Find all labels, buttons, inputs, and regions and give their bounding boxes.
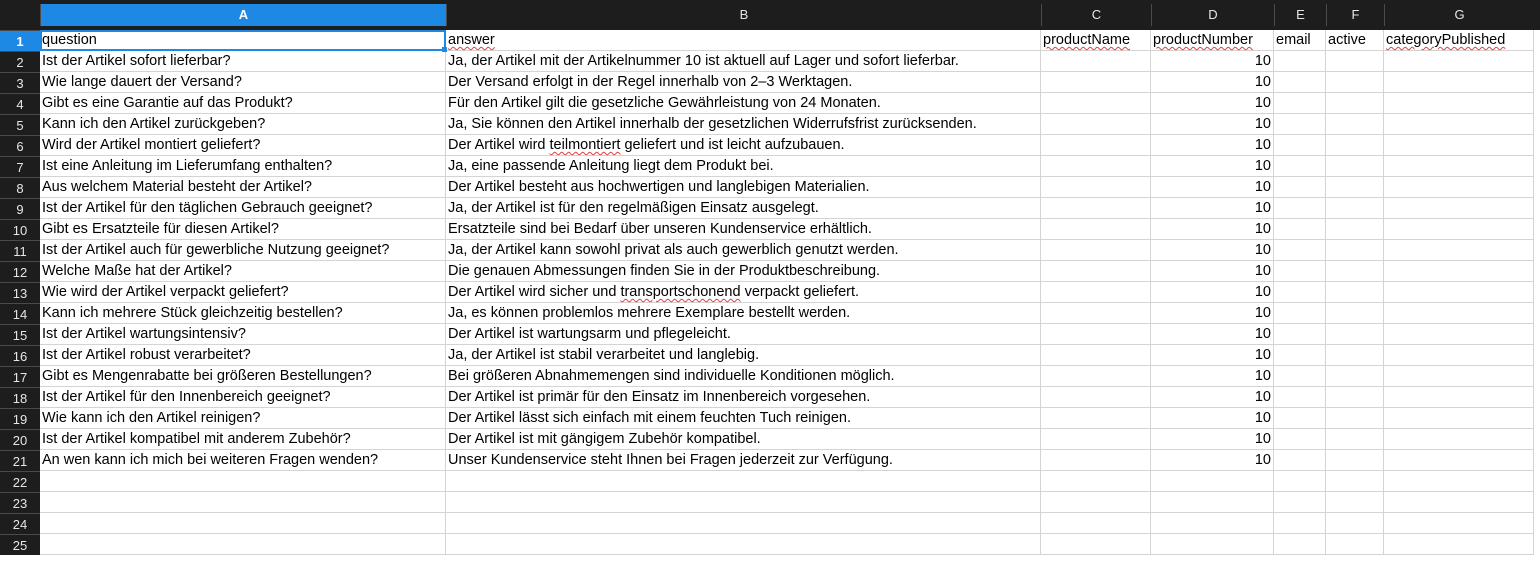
cell-d16[interactable]: 10 [1151, 345, 1274, 366]
cell-e14[interactable] [1274, 303, 1326, 324]
cell-d11[interactable]: 10 [1151, 240, 1274, 261]
cell-e12[interactable] [1274, 261, 1326, 282]
cell-d8[interactable]: 10 [1151, 177, 1274, 198]
cell-c8[interactable] [1041, 177, 1151, 198]
cell-b20[interactable]: Der Artikel ist mit gängigem Zubehör kompatibel. [446, 429, 1041, 450]
row-header-10[interactable]: 10 [0, 219, 40, 240]
cell-f12[interactable] [1326, 261, 1384, 282]
cell-e4[interactable] [1274, 93, 1326, 114]
cell-d15[interactable]: 10 [1151, 324, 1274, 345]
cell-a24[interactable] [40, 513, 446, 534]
cell-a16[interactable]: Ist der Artikel robust verarbeitet? [40, 345, 446, 366]
cell-g18[interactable] [1384, 387, 1534, 408]
cell-b4[interactable]: Für den Artikel gilt die gesetzliche Gewährleistung von 24 Monaten. [446, 93, 1041, 114]
cell-a7[interactable]: Ist eine Anleitung im Lieferumfang enthalten? [40, 156, 446, 177]
row-header-6[interactable]: 6 [0, 135, 40, 156]
cell-b12[interactable]: Die genauen Abmessungen finden Sie in der Produktbeschreibung. [446, 261, 1041, 282]
cell-f6[interactable] [1326, 135, 1384, 156]
cell-a20[interactable]: Ist der Artikel kompatibel mit anderem Zubehör? [40, 429, 446, 450]
row-header-17[interactable]: 17 [0, 366, 40, 387]
select-all-corner[interactable] [0, 0, 40, 30]
cell-c9[interactable] [1041, 198, 1151, 219]
row-header-18[interactable]: 18 [0, 387, 40, 408]
cell-b5[interactable]: Ja, Sie können den Artikel innerhalb der gesetzlichen Widerrufsfrist zurücksenden. [446, 114, 1041, 135]
cell-b3[interactable]: Der Versand erfolgt in der Regel innerhalb von 2–3 Werktagen. [446, 72, 1041, 93]
cell-f11[interactable] [1326, 240, 1384, 261]
row-header-4[interactable]: 4 [0, 93, 40, 114]
cell-d24[interactable] [1151, 513, 1274, 534]
cell-a11[interactable]: Ist der Artikel auch für gewerbliche Nutzung geeignet? [40, 240, 446, 261]
cell-d22[interactable] [1151, 471, 1274, 492]
cell-e15[interactable] [1274, 324, 1326, 345]
cell-b2[interactable]: Ja, der Artikel mit der Artikelnummer 10 ist aktuell auf Lager und sofort lieferbar. [446, 51, 1041, 72]
cell-f7[interactable] [1326, 156, 1384, 177]
cell-b14[interactable]: Ja, es können problemlos mehrere Exemplare bestellt werden. [446, 303, 1041, 324]
cell-g21[interactable] [1384, 450, 1534, 471]
cell-a18[interactable]: Ist der Artikel für den Innenbereich geeignet? [40, 387, 446, 408]
row-header-21[interactable]: 21 [0, 450, 40, 471]
cell-e20[interactable] [1274, 429, 1326, 450]
cell-b23[interactable] [446, 492, 1041, 513]
cell-f18[interactable] [1326, 387, 1384, 408]
cell-g22[interactable] [1384, 471, 1534, 492]
cell-f16[interactable] [1326, 345, 1384, 366]
cell-d3[interactable]: 10 [1151, 72, 1274, 93]
cell-a22[interactable] [40, 471, 446, 492]
cell-a17[interactable]: Gibt es Mengenrabatte bei größeren Bestellungen? [40, 366, 446, 387]
cell-e25[interactable] [1274, 534, 1326, 555]
cell-g6[interactable] [1384, 135, 1534, 156]
row-header-19[interactable]: 19 [0, 408, 40, 429]
row-header-22[interactable]: 22 [0, 471, 40, 492]
cell-d7[interactable]: 10 [1151, 156, 1274, 177]
cell-b21[interactable]: Unser Kundenservice steht Ihnen bei Fragen jederzeit zur Verfügung. [446, 450, 1041, 471]
row-header-7[interactable]: 7 [0, 156, 40, 177]
cell-g23[interactable] [1384, 492, 1534, 513]
row-header-25[interactable]: 25 [0, 534, 40, 555]
cell-g16[interactable] [1384, 345, 1534, 366]
cell-c22[interactable] [1041, 471, 1151, 492]
cell-d1[interactable] [1151, 30, 1274, 51]
cell-g20[interactable] [1384, 429, 1534, 450]
cell-e24[interactable] [1274, 513, 1326, 534]
cell-c11[interactable] [1041, 240, 1151, 261]
cell-b1[interactable] [446, 30, 1041, 51]
cell-c3[interactable] [1041, 72, 1151, 93]
cell-c13[interactable] [1041, 282, 1151, 303]
cell-e2[interactable] [1274, 51, 1326, 72]
cell-d10[interactable]: 10 [1151, 219, 1274, 240]
cell-d21[interactable]: 10 [1151, 450, 1274, 471]
cell-f24[interactable] [1326, 513, 1384, 534]
cell-f20[interactable] [1326, 429, 1384, 450]
cell-a10[interactable]: Gibt es Ersatzteile für diesen Artikel? [40, 219, 446, 240]
cell-a21[interactable]: An wen kann ich mich bei weiteren Fragen wenden? [40, 450, 446, 471]
cell-b8[interactable]: Der Artikel besteht aus hochwertigen und langlebigen Materialien. [446, 177, 1041, 198]
row-header-24[interactable]: 24 [0, 513, 40, 534]
cell-g2[interactable] [1384, 51, 1534, 72]
cell-d18[interactable]: 10 [1151, 387, 1274, 408]
cell-c19[interactable] [1041, 408, 1151, 429]
cell-e8[interactable] [1274, 177, 1326, 198]
cell-e17[interactable] [1274, 366, 1326, 387]
cell-g15[interactable] [1384, 324, 1534, 345]
row-header-2[interactable]: 2 [0, 51, 40, 72]
column-header-a[interactable]: A [40, 4, 446, 26]
cell-e5[interactable] [1274, 114, 1326, 135]
row-header-8[interactable]: 8 [0, 177, 40, 198]
cell-c4[interactable] [1041, 93, 1151, 114]
cell-g19[interactable] [1384, 408, 1534, 429]
row-header-3[interactable]: 3 [0, 72, 40, 93]
cell-g24[interactable] [1384, 513, 1534, 534]
cell-a1[interactable]: question [40, 30, 446, 51]
cell-b17[interactable]: Bei größeren Abnahmemengen sind individuelle Konditionen möglich. [446, 366, 1041, 387]
row-header-14[interactable]: 14 [0, 303, 40, 324]
row-header-13[interactable]: 13 [0, 282, 40, 303]
cell-g3[interactable] [1384, 72, 1534, 93]
cell-f9[interactable] [1326, 198, 1384, 219]
fill-handle[interactable] [442, 47, 447, 52]
cell-e9[interactable] [1274, 198, 1326, 219]
cell-d4[interactable]: 10 [1151, 93, 1274, 114]
cell-d19[interactable]: 10 [1151, 408, 1274, 429]
cell-f15[interactable] [1326, 324, 1384, 345]
cell-c18[interactable] [1041, 387, 1151, 408]
cell-g10[interactable] [1384, 219, 1534, 240]
cell-b15[interactable]: Der Artikel ist wartungsarm und pflegeleicht. [446, 324, 1041, 345]
cell-a13[interactable]: Wie wird der Artikel verpackt geliefert? [40, 282, 446, 303]
cell-d5[interactable]: 10 [1151, 114, 1274, 135]
cell-b16[interactable]: Ja, der Artikel ist stabil verarbeitet und langlebig. [446, 345, 1041, 366]
cell-c23[interactable] [1041, 492, 1151, 513]
cell-d17[interactable]: 10 [1151, 366, 1274, 387]
cell-c21[interactable] [1041, 450, 1151, 471]
cell-c12[interactable] [1041, 261, 1151, 282]
cell-f21[interactable] [1326, 450, 1384, 471]
cell-c14[interactable] [1041, 303, 1151, 324]
row-header-1[interactable]: 1 [0, 30, 40, 51]
cell-c7[interactable] [1041, 156, 1151, 177]
column-header-e[interactable]: E [1274, 4, 1326, 26]
cell-c10[interactable] [1041, 219, 1151, 240]
cell-grid [40, 30, 1540, 561]
column-header-d[interactable]: D [1151, 4, 1274, 26]
cell-f19[interactable] [1326, 408, 1384, 429]
cell-e21[interactable] [1274, 450, 1326, 471]
cell-c1[interactable] [1041, 30, 1151, 51]
cell-a12[interactable]: Welche Maße hat der Artikel? [40, 261, 446, 282]
cell-a6[interactable]: Wird der Artikel montiert geliefert? [40, 135, 446, 156]
cell-e6[interactable] [1274, 135, 1326, 156]
cell-d12[interactable]: 10 [1151, 261, 1274, 282]
cell-e19[interactable] [1274, 408, 1326, 429]
cell-c16[interactable] [1041, 345, 1151, 366]
cell-b24[interactable] [446, 513, 1041, 534]
cell-c1-text: productName [1043, 32, 1131, 48]
column-header-bar [0, 0, 1540, 30]
row-header-23[interactable]: 23 [0, 492, 40, 513]
cell-b13[interactable]: Der Artikel wird sicher und transportschonend verpackt geliefert. [446, 282, 1041, 303]
cell-b1-text: answer [448, 32, 495, 48]
cell-b18[interactable]: Der Artikel ist primär für den Einsatz im Innenbereich vorgesehen. [446, 387, 1041, 408]
cell-e18[interactable] [1274, 387, 1326, 408]
cell-f13[interactable] [1326, 282, 1384, 303]
cell-c24[interactable] [1041, 513, 1151, 534]
cell-g7[interactable] [1384, 156, 1534, 177]
cell-g5[interactable] [1384, 114, 1534, 135]
cell-c15[interactable] [1041, 324, 1151, 345]
cell-a3[interactable]: Wie lange dauert der Versand? [40, 72, 446, 93]
spellcheck-mark: transportschonend [620, 284, 741, 300]
cell-d14[interactable]: 10 [1151, 303, 1274, 324]
cell-d6[interactable]: 10 [1151, 135, 1274, 156]
cell-a4[interactable]: Gibt es eine Garantie auf das Produkt? [40, 93, 446, 114]
cell-g1[interactable] [1384, 30, 1534, 51]
cell-f3[interactable] [1326, 72, 1384, 93]
cell-f2[interactable] [1326, 51, 1384, 72]
cell-b7[interactable]: Ja, eine passende Anleitung liegt dem Produkt bei. [446, 156, 1041, 177]
cell-e22[interactable] [1274, 471, 1326, 492]
cell-a25[interactable] [40, 534, 446, 555]
cell-e11[interactable] [1274, 240, 1326, 261]
row-header-5[interactable]: 5 [0, 114, 40, 135]
column-header-g[interactable]: G [1384, 4, 1534, 26]
cell-e23[interactable] [1274, 492, 1326, 513]
row-header-9[interactable]: 9 [0, 198, 40, 219]
row-header-12[interactable]: 12 [0, 261, 40, 282]
cell-e16[interactable] [1274, 345, 1326, 366]
cell-a8[interactable]: Aus welchem Material besteht der Artikel? [40, 177, 446, 198]
row-header-20[interactable]: 20 [0, 429, 40, 450]
row-header-11[interactable]: 11 [0, 240, 40, 261]
cell-c5[interactable] [1041, 114, 1151, 135]
cell-g4[interactable] [1384, 93, 1534, 114]
cell-a14[interactable]: Kann ich mehrere Stück gleichzeitig bestellen? [40, 303, 446, 324]
cell-d1-text: productNumber [1153, 32, 1253, 48]
cell-a19[interactable]: Wie kann ich den Artikel reinigen? [40, 408, 446, 429]
column-header-f[interactable]: F [1326, 4, 1384, 26]
cell-e13[interactable] [1274, 282, 1326, 303]
cell-b19[interactable]: Der Artikel lässt sich einfach mit einem feuchten Tuch reinigen. [446, 408, 1041, 429]
cell-e1[interactable]: email [1274, 30, 1326, 51]
cell-e3[interactable] [1274, 72, 1326, 93]
cell-c17[interactable] [1041, 366, 1151, 387]
cell-g11[interactable] [1384, 240, 1534, 261]
cell-g13[interactable] [1384, 282, 1534, 303]
row-header-16[interactable]: 16 [0, 345, 40, 366]
cell-a5[interactable]: Kann ich den Artikel zurückgeben? [40, 114, 446, 135]
cell-f23[interactable] [1326, 492, 1384, 513]
cell-g1-text: categoryPublished [1386, 32, 1506, 48]
cell-d25[interactable] [1151, 534, 1274, 555]
cell-f17[interactable] [1326, 366, 1384, 387]
cell-b22[interactable] [446, 471, 1041, 492]
cell-b25[interactable] [446, 534, 1041, 555]
cell-e7[interactable] [1274, 156, 1326, 177]
column-header-b[interactable]: B [446, 4, 1041, 26]
cell-c25[interactable] [1041, 534, 1151, 555]
cell-f8[interactable] [1326, 177, 1384, 198]
cell-g12[interactable] [1384, 261, 1534, 282]
cell-b6[interactable]: Der Artikel wird teilmontiert geliefert und ist leicht aufzubauen. [446, 135, 1041, 156]
cell-g17[interactable] [1384, 366, 1534, 387]
cell-f22[interactable] [1326, 471, 1384, 492]
cell-f5[interactable] [1326, 114, 1384, 135]
cell-a9[interactable]: Ist der Artikel für den täglichen Gebrauch geeignet? [40, 198, 446, 219]
cell-g8[interactable] [1384, 177, 1534, 198]
cell-f14[interactable] [1326, 303, 1384, 324]
cell-g9[interactable] [1384, 198, 1534, 219]
cell-b10[interactable]: Ersatzteile sind bei Bedarf über unseren Kundenservice erhältlich. [446, 219, 1041, 240]
row-header-15[interactable]: 15 [0, 324, 40, 345]
cell-c20[interactable] [1041, 429, 1151, 450]
cell-d23[interactable] [1151, 492, 1274, 513]
spellcheck-mark: teilmontiert [549, 137, 621, 153]
cell-b9[interactable]: Ja, der Artikel ist für den regelmäßigen Einsatz ausgelegt. [446, 198, 1041, 219]
cell-f25[interactable] [1326, 534, 1384, 555]
cell-d9[interactable]: 10 [1151, 198, 1274, 219]
cell-a15[interactable]: Ist der Artikel wartungsintensiv? [40, 324, 446, 345]
cell-a2[interactable]: Ist der Artikel sofort lieferbar? [40, 51, 446, 72]
cell-g25[interactable] [1384, 534, 1534, 555]
cell-g14[interactable] [1384, 303, 1534, 324]
cell-f1[interactable]: active [1326, 30, 1384, 51]
column-header-c[interactable]: C [1041, 4, 1151, 26]
cell-d20[interactable]: 10 [1151, 429, 1274, 450]
cell-b11[interactable]: Ja, der Artikel kann sowohl privat als auch gewerblich genutzt werden. [446, 240, 1041, 261]
cell-a23[interactable] [40, 492, 446, 513]
cell-f4[interactable] [1326, 93, 1384, 114]
cell-d2[interactable]: 10 [1151, 51, 1274, 72]
cell-c2[interactable] [1041, 51, 1151, 72]
cell-c6[interactable] [1041, 135, 1151, 156]
cell-e10[interactable] [1274, 219, 1326, 240]
cell-f10[interactable] [1326, 219, 1384, 240]
cell-d13[interactable]: 10 [1151, 282, 1274, 303]
